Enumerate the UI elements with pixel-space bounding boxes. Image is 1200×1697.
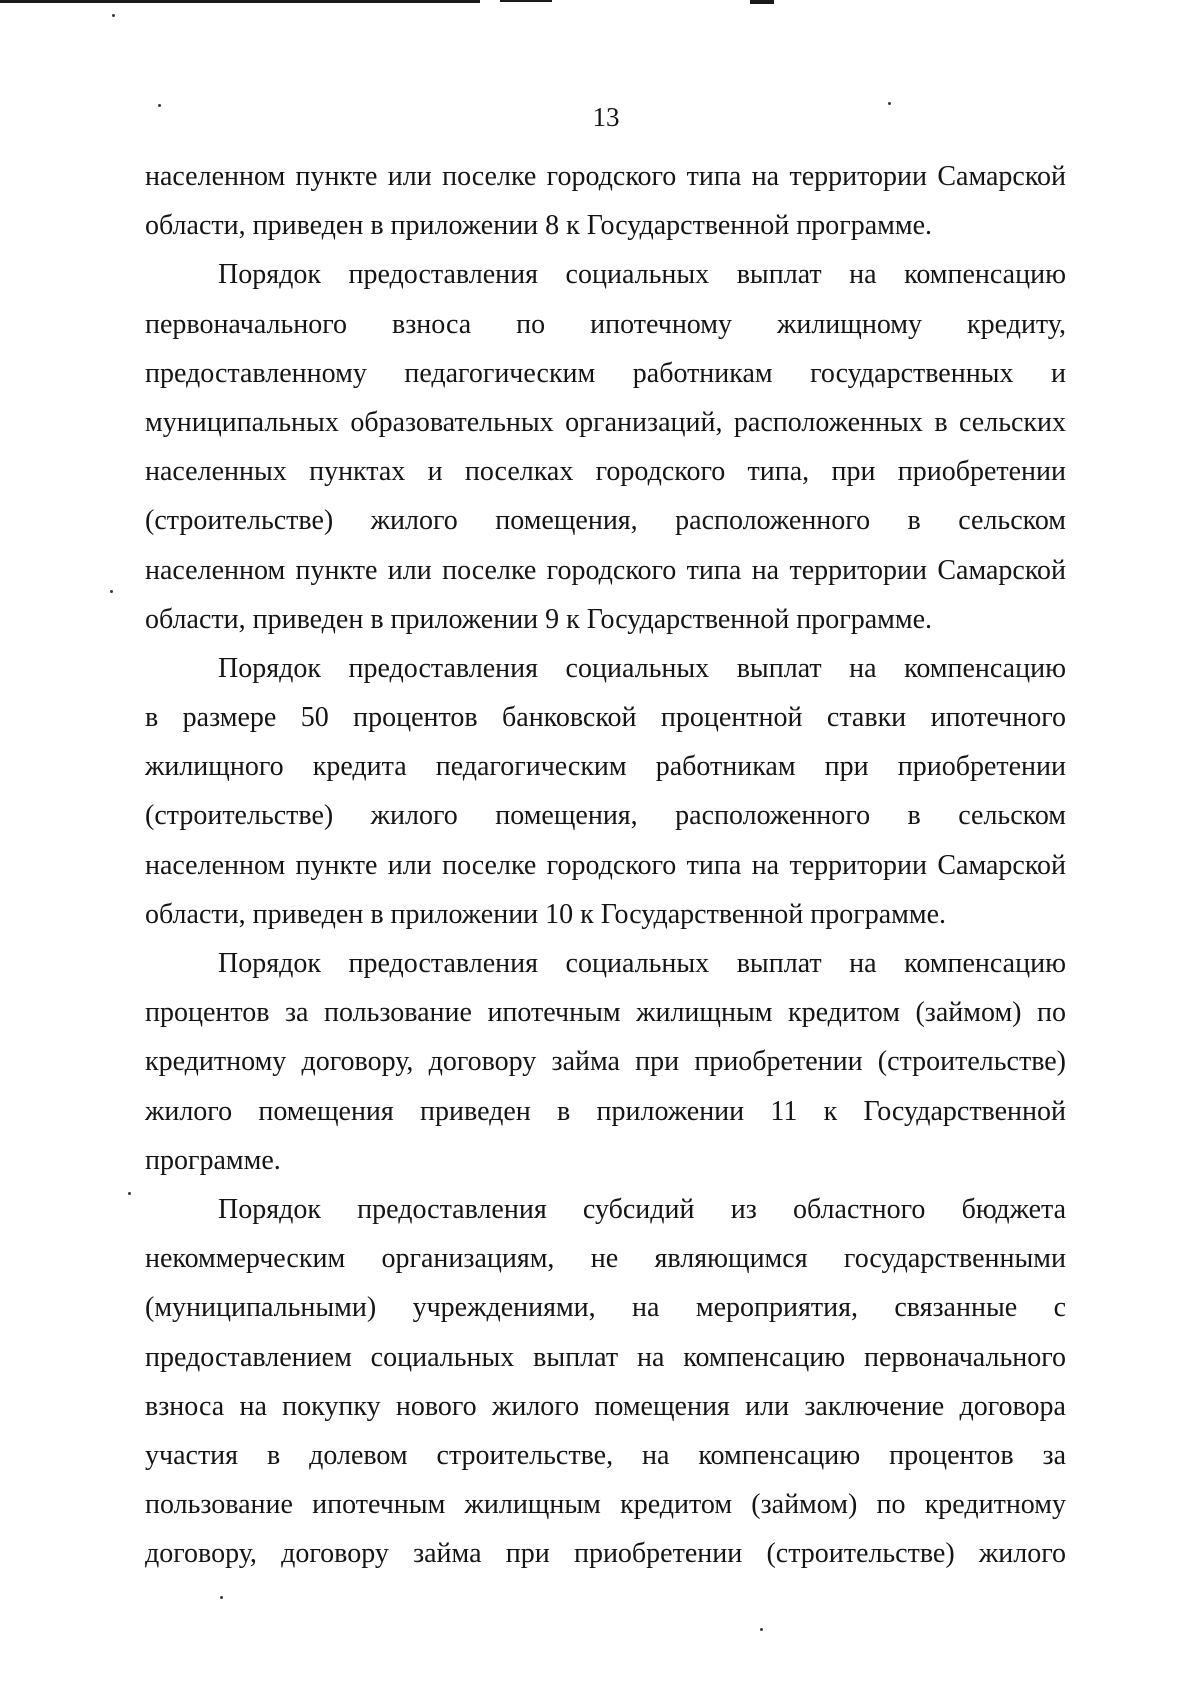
text-line: жилищного кредита педагогическим работникам при приобретении xyxy=(145,751,1066,783)
text-line: области, приведен в приложении 9 к Государственной программе. xyxy=(145,603,933,635)
text-line: населенных пунктах и поселках городского типа, при приобретении xyxy=(145,456,1066,488)
text-line: области, приведен в приложении 8 к Государственной программе. xyxy=(145,210,933,242)
text-line: Порядок предоставления социальных выплат на компенсацию xyxy=(218,259,1066,291)
text-line: программе. xyxy=(145,1144,281,1176)
text-line: (строительстве) жилого помещения, расположенного в сельском xyxy=(145,505,1066,537)
scan-speck xyxy=(220,1596,223,1599)
text-line: населенном пункте или поселке городского типа на территории Самарской xyxy=(145,849,1066,881)
scan-speck xyxy=(760,1628,763,1631)
paragraph xyxy=(145,152,1066,250)
text-line: Порядок предоставления социальных выплат на компенсацию xyxy=(218,652,1066,684)
text-line: (муниципальными) учреждениями, на мероприятия, связанные с xyxy=(145,1292,1066,1324)
scan-speck xyxy=(110,590,113,593)
text-line: договору, договору займа при приобретении (строительстве) жилого xyxy=(145,1538,1066,1570)
text-line: участия в долевом строительстве, на компенсацию процентов за xyxy=(145,1439,1066,1471)
text-line: (строительстве) жилого помещения, расположенного в сельском xyxy=(145,800,1066,832)
scan-edge-line xyxy=(0,0,480,3)
text-line: муниципальных образовательных организаций, расположенных в сельских xyxy=(145,406,1066,438)
text-line: первоначального взноса по ипотечному жилищному кредиту, xyxy=(145,308,1066,340)
scan-speck xyxy=(128,1192,131,1195)
text-line: Порядок предоставления субсидий из областного бюджета xyxy=(218,1193,1066,1225)
text-line: некоммерческим организациям, не являющимся государственными xyxy=(145,1243,1066,1275)
scan-speck xyxy=(888,102,891,105)
scan-speck xyxy=(112,14,115,17)
paragraph xyxy=(145,1185,1066,1579)
text-line: населенном пункте или поселке городского типа на территории Самарской xyxy=(145,161,1066,192)
paragraph xyxy=(145,250,1066,644)
scan-edge-line xyxy=(750,0,774,4)
text-line: пользование ипотечным жилищным кредитом (займом) по кредитному xyxy=(145,1489,1066,1521)
text-line: предоставленному педагогическим работникам государственных и xyxy=(145,357,1066,389)
page-number: 13 xyxy=(592,102,620,132)
text-line: предоставлением социальных выплат на компенсацию первоначального xyxy=(145,1341,1066,1373)
text-line: кредитному договору, договору займа при приобретении (строительстве) xyxy=(145,1046,1066,1078)
scan-speck xyxy=(158,104,161,107)
text-line: взноса на покупку нового жилого помещения или заключение договора xyxy=(145,1390,1066,1422)
document-body xyxy=(145,152,1066,1578)
text-line: жилого помещения приведен в приложении 11 к Государственной xyxy=(145,1095,1066,1127)
text-line: процентов за пользование ипотечным жилищным кредитом (займом) по xyxy=(145,997,1066,1029)
text-line: населенном пункте или поселке городского типа на территории Самарской xyxy=(145,554,1066,586)
scan-edge-line xyxy=(500,0,552,2)
paragraph xyxy=(145,644,1066,939)
text-line: в размере 50 процентов банковской процентной ставки ипотечного xyxy=(145,702,1066,734)
text-line: Порядок предоставления социальных выплат на компенсацию xyxy=(218,948,1066,979)
paragraph xyxy=(145,939,1066,1185)
text-line: области, приведен в приложении 10 к Государственной программе. xyxy=(145,898,947,930)
